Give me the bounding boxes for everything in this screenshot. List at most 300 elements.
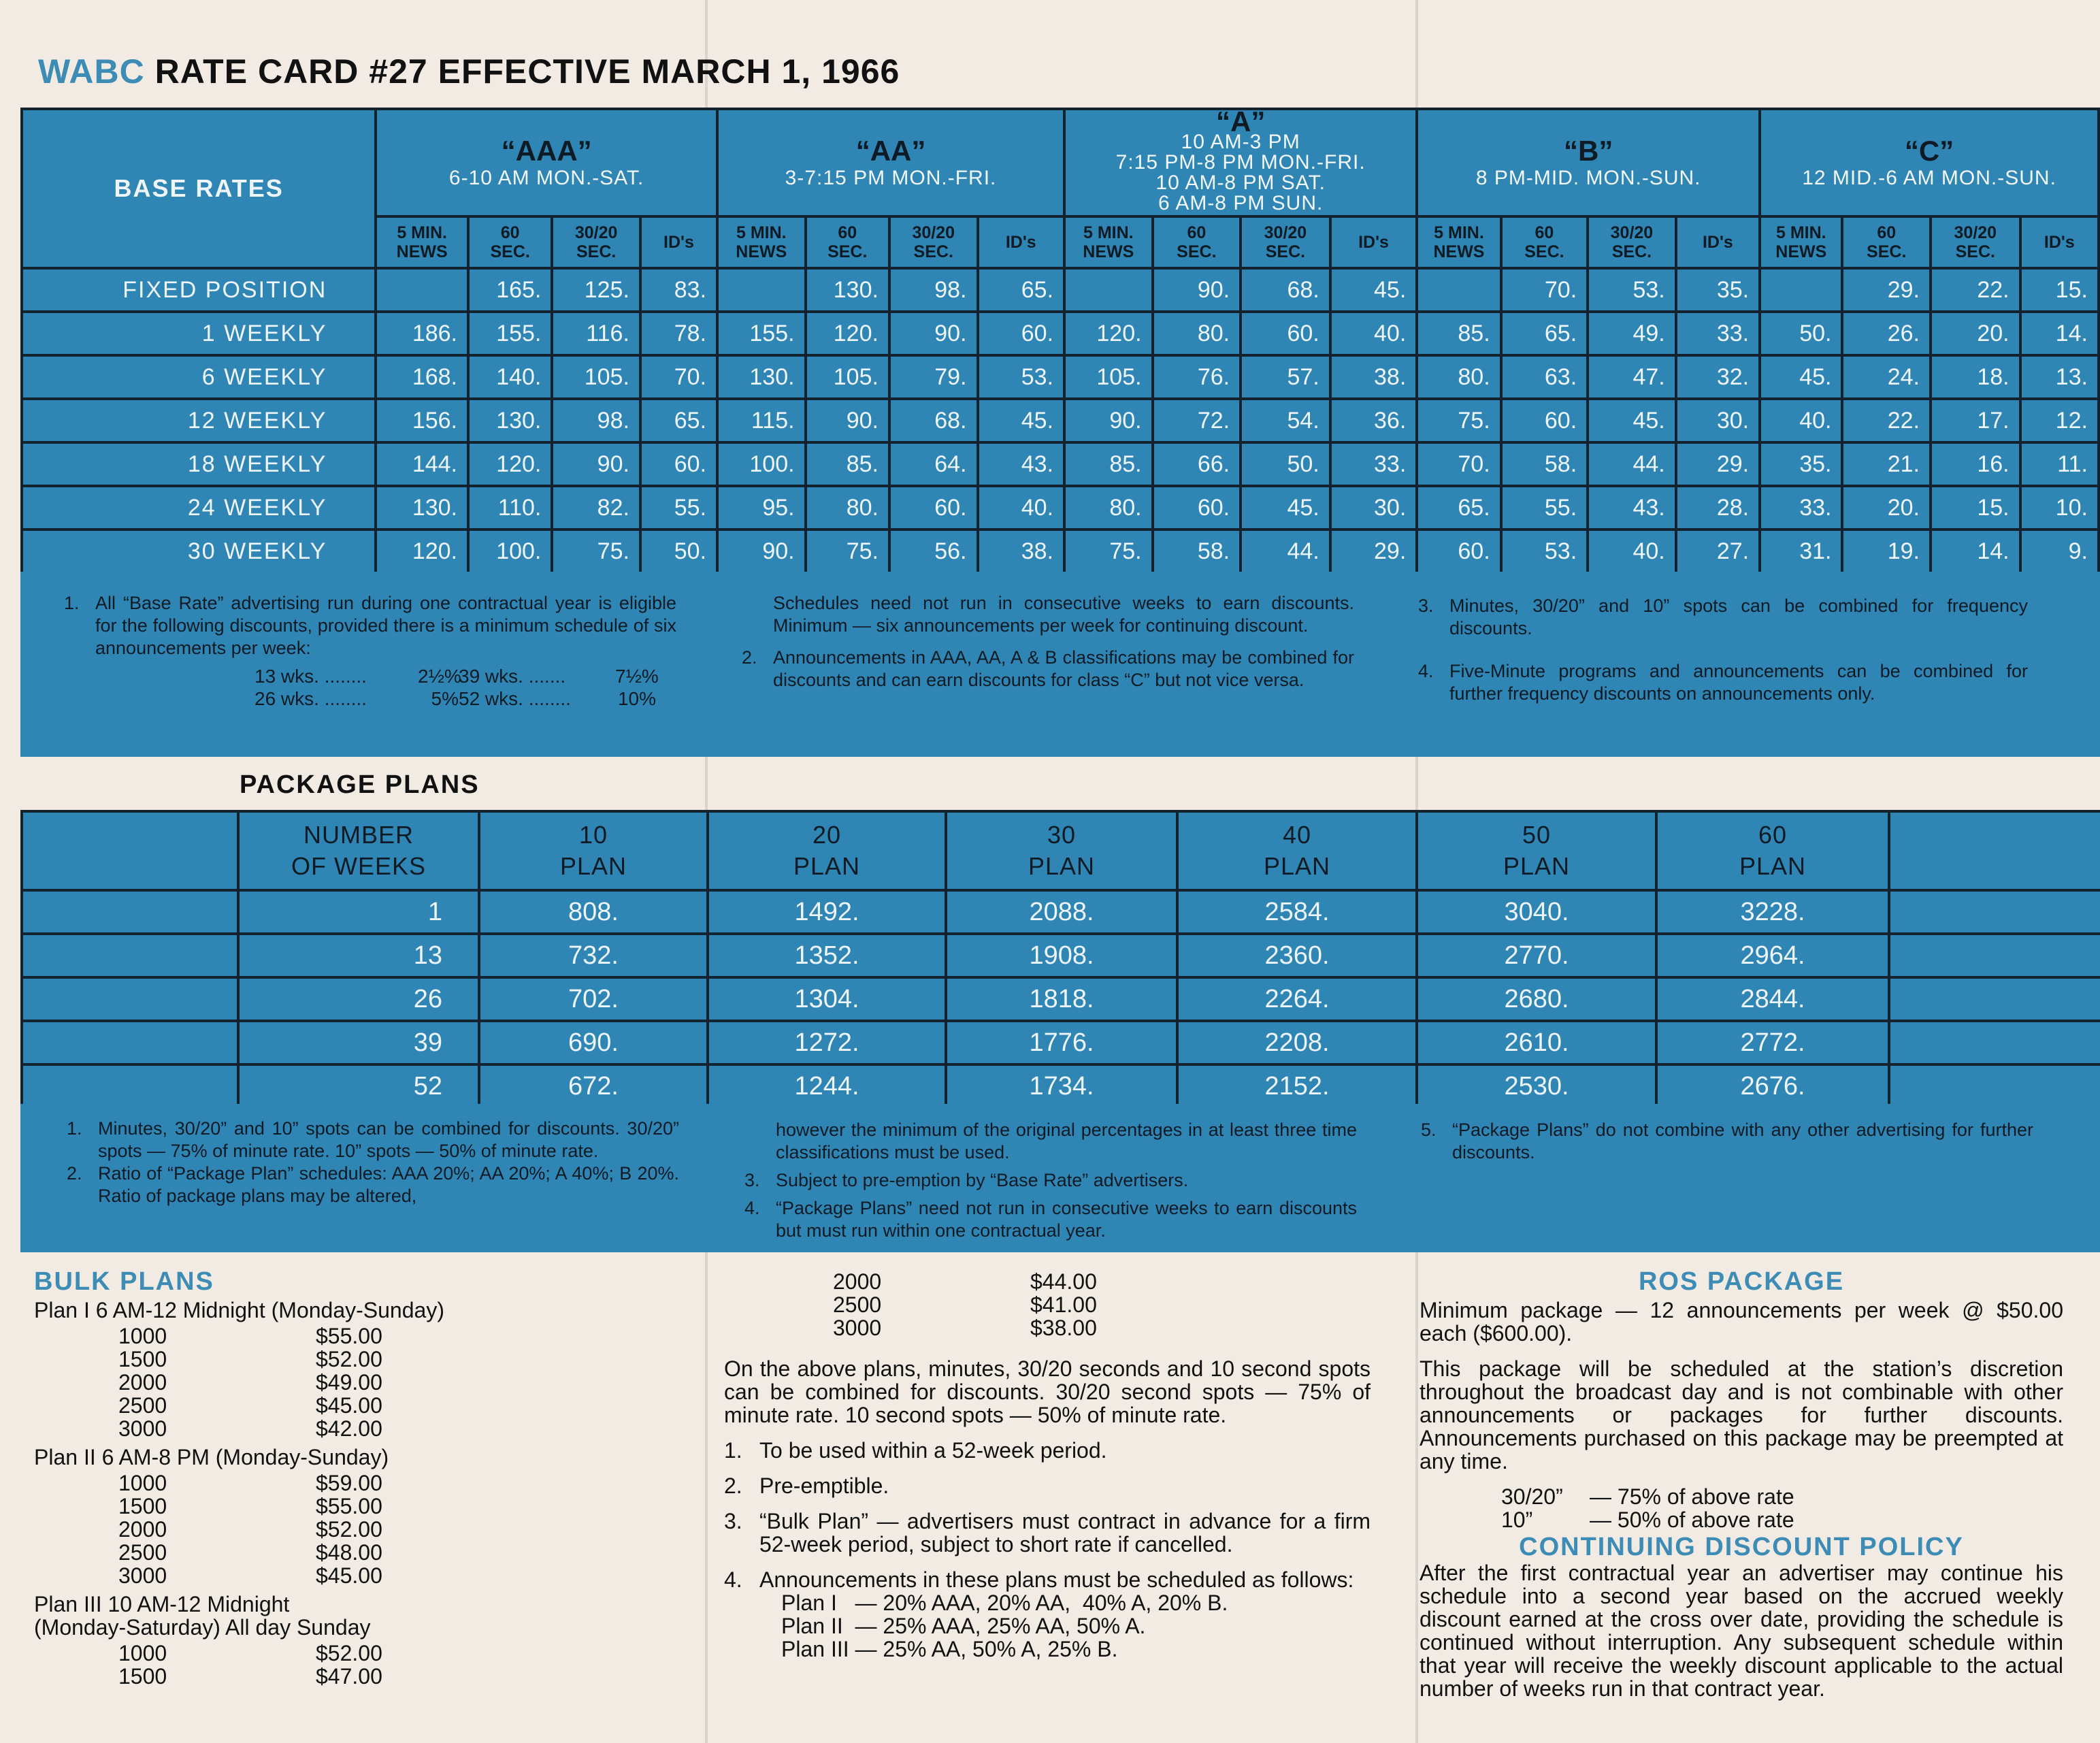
rate-price: $52.00 bbox=[316, 1641, 382, 1665]
rate-cell: 66. bbox=[1153, 442, 1241, 486]
rate-cell: 120. bbox=[376, 530, 468, 573]
spot-length-line: ID's bbox=[663, 233, 694, 252]
weeks-header-line: NUMBER bbox=[303, 821, 414, 849]
rate-price: $48.00 bbox=[316, 1540, 382, 1565]
blank-cell bbox=[1889, 811, 2100, 890]
announcement-count: 2000 bbox=[833, 1269, 882, 1294]
rate-cell: 12. bbox=[2020, 399, 2099, 442]
package-plans-table bbox=[20, 810, 2100, 1109]
plan-header bbox=[946, 811, 1177, 890]
rate-cell: 80. bbox=[1153, 312, 1241, 355]
rate-cell: 32. bbox=[1676, 355, 1760, 399]
plan-price-cell: 1734. bbox=[946, 1064, 1177, 1108]
spot-length-header bbox=[376, 216, 468, 268]
list-item bbox=[724, 1568, 1371, 1591]
rate-cell: 105. bbox=[552, 355, 640, 399]
frequency-label: FIXED POSITION bbox=[22, 268, 376, 312]
list-number: 1. bbox=[724, 1438, 742, 1463]
rate-cell: 75. bbox=[552, 530, 640, 573]
rate-cell: 70. bbox=[1501, 268, 1588, 312]
rate-cell: 90. bbox=[1064, 399, 1153, 442]
rate-cell: 105. bbox=[1064, 355, 1153, 399]
rate-cell: 18. bbox=[1931, 355, 2020, 399]
rate-cell bbox=[1417, 268, 1500, 312]
list-number: 4. bbox=[724, 1567, 742, 1592]
spot-length-line: NEWS bbox=[396, 242, 448, 261]
spot-length-line: SEC. bbox=[913, 242, 953, 261]
rate-cell: 29. bbox=[1330, 530, 1417, 573]
plan-price-cell: 1244. bbox=[708, 1064, 946, 1108]
rate-cell: 21. bbox=[1842, 442, 1931, 486]
rate-cell: 45. bbox=[1241, 486, 1330, 530]
rate-cell: 60. bbox=[1417, 530, 1500, 573]
spot-length-line: 60 bbox=[500, 223, 520, 242]
plan-price-cell: 2088. bbox=[946, 890, 1177, 934]
spot-length-line: SEC. bbox=[576, 242, 617, 261]
bulk-plans-col2 bbox=[724, 1270, 1371, 1661]
spot-length-header bbox=[640, 216, 717, 268]
rate-cell: 110. bbox=[468, 486, 552, 530]
plan3-rates-cont bbox=[833, 1270, 1371, 1339]
rate-cell: 63. bbox=[1501, 355, 1588, 399]
rate-cell bbox=[376, 268, 468, 312]
frequency-label: 12 WEEKLY bbox=[22, 399, 376, 442]
blank-cell bbox=[22, 890, 238, 934]
plan-price-cell: 2360. bbox=[1177, 934, 1417, 977]
discount-percent: 5% bbox=[431, 688, 459, 709]
spot-length-line: 60 bbox=[1187, 223, 1207, 242]
rate-cell: 10. bbox=[2020, 486, 2099, 530]
rate-price: $55.00 bbox=[316, 1324, 382, 1348]
time-class-header bbox=[376, 109, 717, 216]
rate-cell: 120. bbox=[806, 312, 889, 355]
bulk-combine-note: On the above plans, minutes, 30/20 seconds and 10 second spots can be combined for discounts. 30/20 second spots — 75% of minute rate. 10 second spots — 50% of minute rate. bbox=[724, 1356, 1371, 1427]
rate-price: $59.00 bbox=[316, 1471, 382, 1495]
spot-length-line: 30/20 bbox=[1954, 223, 1997, 242]
plan-price-cell: 3040. bbox=[1417, 890, 1656, 934]
rate-price: $45.00 bbox=[316, 1563, 382, 1588]
rate-cell: 58. bbox=[1153, 530, 1241, 573]
rate-cell: 33. bbox=[1760, 486, 1842, 530]
spot-length-line: SEC. bbox=[1524, 242, 1564, 261]
rate-cell: 70. bbox=[640, 355, 717, 399]
package-plans-body bbox=[22, 811, 2100, 1108]
spot-length-line: SEC. bbox=[1177, 242, 1217, 261]
plan-price-cell: 1818. bbox=[946, 977, 1177, 1021]
bulk-plans-col1 bbox=[34, 1267, 674, 1689]
table-row bbox=[22, 977, 2100, 1021]
rate-cell: 44. bbox=[1588, 442, 1676, 486]
rate-cell: 33. bbox=[1330, 442, 1417, 486]
base-header-row bbox=[22, 109, 2099, 216]
plan-price-cell: 2584. bbox=[1177, 890, 1417, 934]
rate-cell: 49. bbox=[1588, 312, 1676, 355]
rate-cell: 40. bbox=[1588, 530, 1676, 573]
package-notes-col2 bbox=[744, 1119, 1357, 1242]
note-item: 2. Announcements in AAA, AA, A & B classifications may be combined for discounts and can earn discounts for class “C” but not vice versa. bbox=[742, 647, 1354, 690]
rate-cell: 79. bbox=[889, 355, 978, 399]
spot-length-line: 30/20 bbox=[1264, 223, 1307, 242]
announcement-count: 1000 bbox=[118, 1324, 167, 1348]
plan-price-cell: 2680. bbox=[1417, 977, 1656, 1021]
weeks-cell: 52 bbox=[238, 1064, 479, 1108]
rate-cell: 125. bbox=[552, 268, 640, 312]
list-text: Announcements in these plans must be scheduled as follows: bbox=[759, 1567, 1354, 1592]
spot-length-header bbox=[806, 216, 889, 268]
blank-cell bbox=[22, 811, 238, 890]
rate-cell: 72. bbox=[1153, 399, 1241, 442]
rate-cell: 156. bbox=[376, 399, 468, 442]
bulk-plan-2: Plan II 6 AM-8 PM (Monday-Sunday) bbox=[34, 1445, 389, 1469]
discount-period: 13 wks. ........ bbox=[255, 666, 367, 687]
time-class-header bbox=[717, 109, 1064, 216]
note-item: 4. “Package Plans” need not run in consecutive weeks to earn discounts but must run within one contractual year. bbox=[744, 1198, 1357, 1241]
table-row bbox=[22, 934, 2100, 977]
rate-cell: 60. bbox=[640, 442, 717, 486]
bulk-plan-1: Plan I 6 AM-12 Midnight (Monday-Sunday) bbox=[34, 1298, 444, 1322]
plan-price-cell: 2770. bbox=[1417, 934, 1656, 977]
blank-cell bbox=[1889, 1064, 2100, 1108]
spot-length-line: NEWS bbox=[1775, 242, 1827, 261]
rate-price: $42.00 bbox=[316, 1416, 382, 1441]
spot-length-line: SEC. bbox=[1265, 242, 1306, 261]
rate-cell: 47. bbox=[1588, 355, 1676, 399]
rate-cell: 60. bbox=[1501, 399, 1588, 442]
spot-length-line: SEC. bbox=[827, 242, 868, 261]
rate-cell bbox=[1760, 268, 1842, 312]
spot-length-line: 5 MIN. bbox=[1775, 223, 1826, 242]
rate-cell: 22. bbox=[1842, 399, 1931, 442]
rate-cell: 30. bbox=[1330, 486, 1417, 530]
rate-cell: 64. bbox=[889, 442, 978, 486]
continuing-title: CONTINUING DISCOUNT POLICY bbox=[1519, 1533, 1964, 1561]
plan2-rates bbox=[118, 1471, 674, 1587]
rate-cell: 43. bbox=[1588, 486, 1676, 530]
rate-cell: 116. bbox=[552, 312, 640, 355]
blank-cell bbox=[22, 1021, 238, 1064]
rate-cell: 57. bbox=[1241, 355, 1330, 399]
weeks-cell: 39 bbox=[238, 1021, 479, 1064]
rate-cell: 35. bbox=[1676, 268, 1760, 312]
base-rates-table bbox=[20, 108, 2100, 574]
rate-price: $55.00 bbox=[316, 1494, 382, 1518]
spot-length-header bbox=[1417, 216, 1500, 268]
title-text: RATE CARD #27 EFFECTIVE MARCH 1, 1966 bbox=[154, 52, 900, 91]
announcement-count: 1000 bbox=[118, 1641, 167, 1665]
rate-cell: 15. bbox=[2020, 268, 2099, 312]
rate-cell: 82. bbox=[552, 486, 640, 530]
plan-price-cell: 2964. bbox=[1656, 934, 1889, 977]
rate-cell: 130. bbox=[376, 486, 468, 530]
plan-word: PLAN bbox=[793, 852, 861, 880]
discount-percent: 7½% bbox=[615, 666, 659, 687]
rate-cell: 165. bbox=[468, 268, 552, 312]
rate-cell: 29. bbox=[1842, 268, 1931, 312]
rate-cell: 186. bbox=[376, 312, 468, 355]
bulk-conditions bbox=[724, 1439, 1371, 1591]
spot-length-header bbox=[1588, 216, 1676, 268]
plan-price-cell: 702. bbox=[479, 977, 708, 1021]
rate-cell: 53. bbox=[1501, 530, 1588, 573]
spot-length-line: SEC. bbox=[1867, 242, 1907, 261]
table-row bbox=[22, 486, 2099, 530]
rate-cell: 50. bbox=[640, 530, 717, 573]
time-class-name: “A” bbox=[1215, 109, 1266, 137]
note-item: 1. Minutes, 30/20” and 10” spots can be combined for discounts. 30/20” spots — 75% of minute rate. 10” spots — 50% of minute rate. bbox=[67, 1118, 679, 1161]
rate-cell: 38. bbox=[978, 530, 1065, 573]
plan-price-cell: 3228. bbox=[1656, 890, 1889, 934]
plan-number: 20 bbox=[812, 821, 842, 849]
rate-cell: 58. bbox=[1501, 442, 1588, 486]
blank-cell bbox=[1889, 1021, 2100, 1064]
announcement-count: 3000 bbox=[118, 1563, 167, 1588]
rate-cell: 36. bbox=[1330, 399, 1417, 442]
table-row bbox=[22, 399, 2099, 442]
spot-length-header bbox=[978, 216, 1065, 268]
weeks-cell: 26 bbox=[238, 977, 479, 1021]
rate-cell: 14. bbox=[2020, 312, 2099, 355]
rate-cell: 65. bbox=[978, 268, 1065, 312]
weeks-cell: 1 bbox=[238, 890, 479, 934]
rate-cell: 30. bbox=[1676, 399, 1760, 442]
base-rates-body bbox=[22, 109, 2099, 573]
rate-cell: 90. bbox=[889, 312, 978, 355]
table-row bbox=[22, 530, 2099, 573]
plan-number: 60 bbox=[1758, 821, 1788, 849]
spot-length-line: 60 bbox=[1877, 223, 1897, 242]
rate-cell: 20. bbox=[1931, 312, 2020, 355]
rate-cell: 60. bbox=[978, 312, 1065, 355]
rate-cell: 50. bbox=[1241, 442, 1330, 486]
table-row bbox=[22, 268, 2099, 312]
spot-length-line: ID's bbox=[2044, 233, 2075, 252]
rate-price: $49.00 bbox=[316, 1370, 382, 1395]
bulk-plan-3: Plan III 10 AM-12 Midnight bbox=[34, 1592, 290, 1616]
spot-length-line: 5 MIN. bbox=[1083, 223, 1134, 242]
rate-cell: 85. bbox=[806, 442, 889, 486]
spot-length-header bbox=[1330, 216, 1417, 268]
table-row bbox=[22, 1021, 2100, 1064]
rate-cell: 68. bbox=[1241, 268, 1330, 312]
spot-length-line: NEWS bbox=[1083, 242, 1134, 261]
announcement-count: 1500 bbox=[118, 1494, 167, 1518]
rate-cell: 9. bbox=[2020, 530, 2099, 573]
rate-cell: 60. bbox=[1241, 312, 1330, 355]
rate-cell: 78. bbox=[640, 312, 717, 355]
plan-header bbox=[1177, 811, 1417, 890]
package-notes-col1 bbox=[67, 1118, 679, 1207]
rate-cell: 70. bbox=[1417, 442, 1500, 486]
spot-length-header bbox=[1676, 216, 1760, 268]
plan-word: PLAN bbox=[1263, 852, 1331, 880]
spot-length-line: 30/20 bbox=[574, 223, 618, 242]
plan-word: PLAN bbox=[1028, 852, 1096, 880]
rate-cell: 50. bbox=[1760, 312, 1842, 355]
spot-length-header bbox=[2020, 216, 2099, 268]
rate-cell: 45. bbox=[1760, 355, 1842, 399]
rate-cell: 75. bbox=[1417, 399, 1500, 442]
base-notes-col1 bbox=[64, 592, 676, 710]
plan-price-cell: 672. bbox=[479, 1064, 708, 1108]
time-class-hours: 10 AM-8 PM SAT. bbox=[1155, 172, 1326, 194]
rate-cell: 45. bbox=[1330, 268, 1417, 312]
weeks-header bbox=[238, 811, 479, 890]
rate-cell bbox=[1064, 268, 1153, 312]
weeks-header-line: OF WEEKS bbox=[291, 852, 427, 880]
plan-word: PLAN bbox=[1739, 852, 1807, 880]
time-class-header bbox=[1760, 109, 2099, 216]
rate-cell: 11. bbox=[2020, 442, 2099, 486]
spot-length-header bbox=[1931, 216, 2020, 268]
announcement-count: 2500 bbox=[118, 1540, 167, 1565]
announcement-count: 2500 bbox=[118, 1393, 167, 1418]
spot-length-line: 5 MIN. bbox=[736, 223, 787, 242]
spot-length-line: NEWS bbox=[1433, 242, 1485, 261]
plan-word: PLAN bbox=[1503, 852, 1571, 880]
spot-length-line: SEC. bbox=[1611, 242, 1652, 261]
rate-cell: 15. bbox=[1931, 486, 2020, 530]
plan-number: 40 bbox=[1282, 821, 1312, 849]
list-item bbox=[724, 1510, 1371, 1556]
ros-rates: 30/20” — 75% of above rate 10” — 50% of above rate bbox=[1501, 1484, 1794, 1532]
package-header-row bbox=[22, 811, 2100, 890]
blank-cell bbox=[22, 934, 238, 977]
plan-price-cell: 1272. bbox=[708, 1021, 946, 1064]
spot-length-header bbox=[1842, 216, 1931, 268]
spot-length-line: 5 MIN. bbox=[1434, 223, 1484, 242]
table-row bbox=[22, 355, 2099, 399]
list-item bbox=[724, 1474, 1371, 1497]
announcement-count: 1000 bbox=[118, 1471, 167, 1495]
plan1-rates bbox=[118, 1324, 674, 1440]
rate-cell: 68. bbox=[889, 399, 978, 442]
table-row bbox=[22, 1064, 2100, 1108]
rate-cell: 16. bbox=[1931, 442, 2020, 486]
rate-cell: 56. bbox=[889, 530, 978, 573]
rate-cell: 80. bbox=[1064, 486, 1153, 530]
plan-price-cell: 2264. bbox=[1177, 977, 1417, 1021]
discount-period: 52 wks. ........ bbox=[459, 688, 571, 709]
rate-cell: 33. bbox=[1676, 312, 1760, 355]
note-item: 3. Minutes, 30/20” and 10” spots can be combined for frequency discounts. bbox=[1418, 596, 2028, 638]
rate-cell: 75. bbox=[806, 530, 889, 573]
schedule-line: Plan II — 25% AAA, 25% AA, 50% A. bbox=[781, 1614, 1146, 1638]
frequency-label: 6 WEEKLY bbox=[22, 355, 376, 399]
time-class-header bbox=[1064, 109, 1417, 216]
bulk-plans-title: BULK PLANS bbox=[34, 1267, 214, 1296]
rate-cell: 60. bbox=[889, 486, 978, 530]
blank-cell bbox=[1889, 934, 2100, 977]
blank-cell bbox=[1889, 890, 2100, 934]
plan-price-cell: 2208. bbox=[1177, 1021, 1417, 1064]
announcement-count: 1500 bbox=[118, 1347, 167, 1371]
rate-cell: 60. bbox=[1153, 486, 1241, 530]
base-notes-col2 bbox=[742, 592, 1354, 691]
time-class-hours: 3-7:15 PM MON.-FRI. bbox=[785, 167, 997, 189]
time-class-hours: 6-10 AM MON.-SAT. bbox=[448, 167, 644, 189]
rate-cell: 43. bbox=[978, 442, 1065, 486]
list-item bbox=[724, 1439, 1371, 1462]
plan-header bbox=[479, 811, 708, 890]
rate-cell: 55. bbox=[640, 486, 717, 530]
list-text: Pre-emptible. bbox=[759, 1473, 889, 1498]
note-continuation: however the minimum of the original percentages in at least three time classifications must be used. bbox=[776, 1120, 1357, 1162]
plan-price-cell: 1908. bbox=[946, 934, 1177, 977]
rate-cell: 90. bbox=[806, 399, 889, 442]
spot-length-header bbox=[1153, 216, 1241, 268]
plan-price-cell: 2676. bbox=[1656, 1064, 1889, 1108]
table-row bbox=[22, 890, 2100, 934]
spot-length-line: 30/20 bbox=[912, 223, 955, 242]
spot-length-header bbox=[1241, 216, 1330, 268]
time-class-header bbox=[1417, 109, 1760, 216]
rate-cell: 40. bbox=[1330, 312, 1417, 355]
weeks-cell: 13 bbox=[238, 934, 479, 977]
discount-period: 26 wks. ........ bbox=[255, 688, 367, 709]
rate-cell: 90. bbox=[1153, 268, 1241, 312]
frequency-label: 1 WEEKLY bbox=[22, 312, 376, 355]
rate-cell: 38. bbox=[1330, 355, 1417, 399]
announcement-count: 3000 bbox=[833, 1316, 882, 1340]
table-row bbox=[22, 312, 2099, 355]
rate-cell: 65. bbox=[640, 399, 717, 442]
plan-header bbox=[1417, 811, 1656, 890]
list-text: “Bulk Plan” — advertisers must contract in advance for a firm 52-week period, subject to short rate if cancelled. bbox=[759, 1509, 1371, 1557]
plan-price-cell: 2610. bbox=[1417, 1021, 1656, 1064]
rate-cell: 13. bbox=[2020, 355, 2099, 399]
rate-cell: 85. bbox=[1417, 312, 1500, 355]
spot-length-header bbox=[889, 216, 978, 268]
rate-cell: 105. bbox=[806, 355, 889, 399]
rate-cell: 20. bbox=[1842, 486, 1931, 530]
base-notes-col3 bbox=[1418, 595, 2028, 705]
spot-length-line: NEWS bbox=[736, 242, 787, 261]
plan-number: 50 bbox=[1522, 821, 1552, 849]
list-number: 3. bbox=[724, 1509, 742, 1533]
bulk-plan-3-days: (Monday-Saturday) All day Sunday bbox=[34, 1615, 371, 1640]
rate-cell: 100. bbox=[468, 530, 552, 573]
rate-cell: 85. bbox=[1064, 442, 1153, 486]
plan-price-cell: 2844. bbox=[1656, 977, 1889, 1021]
table-row bbox=[22, 442, 2099, 486]
ros-col bbox=[1420, 1267, 2063, 1701]
rate-cell: 17. bbox=[1931, 399, 2020, 442]
plan-price-cell: 2772. bbox=[1656, 1021, 1889, 1064]
rate-cell: 28. bbox=[1676, 486, 1760, 530]
rate-cell: 83. bbox=[640, 268, 717, 312]
rate-cell: 22. bbox=[1931, 268, 2020, 312]
continuing-text: After the first contractual year an advertiser may continue his schedule into a second year based on the accrued weekly discount earned at the cross over date, providing the schedule is continued without interruption. Any subsequent schedule within that year will receive the weekly discount applicable to the actual number of weeks run in that contract year. bbox=[1420, 1561, 2063, 1701]
rate-cell: 168. bbox=[376, 355, 468, 399]
frequency-label: 18 WEEKLY bbox=[22, 442, 376, 486]
plan-price-cell: 690. bbox=[479, 1021, 708, 1064]
spot-length-line: 30/20 bbox=[1610, 223, 1654, 242]
blank-cell bbox=[22, 1064, 238, 1108]
rate-cell: 14. bbox=[1931, 530, 2020, 573]
note-item: 4. Five-Minute programs and announcements can be combined for further frequency discounts on announcements only. bbox=[1418, 661, 2028, 704]
spot-length-line: 60 bbox=[1535, 223, 1554, 242]
rate-price: $38.00 bbox=[1030, 1316, 1097, 1340]
rate-price: $47.00 bbox=[316, 1664, 382, 1689]
rate-cell: 35. bbox=[1760, 442, 1842, 486]
plan-price-cell: 2530. bbox=[1417, 1064, 1656, 1108]
rate-cell: 95. bbox=[717, 486, 806, 530]
ros-title: ROS PACKAGE bbox=[1638, 1267, 1845, 1296]
list-text: To be used within a 52-week period. bbox=[759, 1438, 1107, 1463]
spot-length-header bbox=[717, 216, 806, 268]
spot-length-line: SEC. bbox=[1955, 242, 1995, 261]
rate-price: $44.00 bbox=[1030, 1269, 1097, 1294]
